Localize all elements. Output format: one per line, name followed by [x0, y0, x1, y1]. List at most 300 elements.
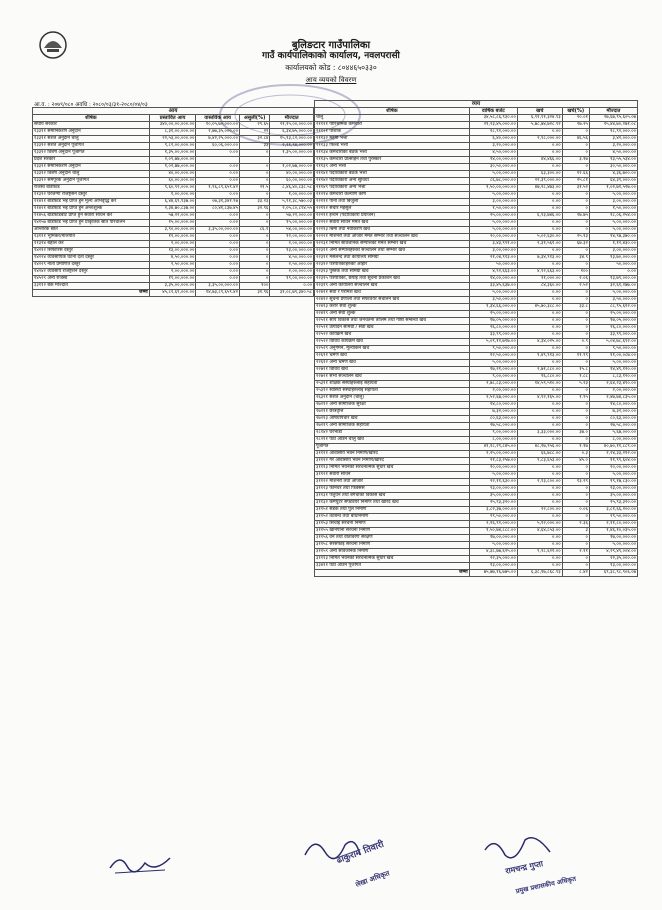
row-value: २७,६७,९५,६०५.०७ — [589, 115, 637, 122]
row-value: ७,३२,०००.०० — [589, 409, 637, 416]
row-value: ८०,४१,८३७.४५ — [196, 206, 240, 213]
row-value: १३,००,०००.०० — [149, 248, 196, 255]
row-value: ८०,६३,०००.०० — [469, 416, 517, 423]
row-value: ४०,७०,११,८८९.०० — [589, 444, 637, 451]
row-value: ० — [562, 493, 589, 500]
row-title: २२२११ इन्धन (पदाधिकारी प्रयोजन) — [315, 213, 470, 220]
row-value: २०,००,०००.०० — [469, 465, 517, 472]
row-value: ० — [562, 150, 589, 157]
row-value: ३२,६१,२७७.०० — [589, 283, 637, 290]
row-value: ३,००,०००.०० — [469, 248, 517, 255]
row-value: ० — [239, 164, 269, 171]
exp-table-row — [315, 269, 638, 276]
signature-1 — [105, 848, 175, 878]
row-value: २,३४,७०,८३७.०० — [149, 206, 196, 213]
row-value: १,०२,७१,५२७.०० — [589, 185, 637, 192]
expense-total-row — [315, 570, 638, 577]
inc-table-row — [33, 241, 314, 248]
row-value: ३३,९९,०००.०० — [469, 332, 517, 339]
row-value: ३,५०,०००.०० — [589, 297, 637, 304]
row-value: ५,०२,६३०.०० — [517, 234, 562, 241]
row-title: १३३१२ समपूरक अनुदान पूँजीगत — [33, 178, 150, 185]
row-value: ५,७८,७४,७२८.९२ — [517, 122, 562, 129]
row-value: ५,००,०००.०० — [469, 360, 517, 367]
row-value: २०,००,०००.०० — [469, 234, 517, 241]
row-value: २७.७५ — [562, 213, 589, 220]
exp-table-row — [315, 360, 638, 367]
exp-table-row — [315, 479, 638, 486]
row-value: २,००,०००.०० — [469, 388, 517, 395]
income-total-actual: १४,७३,८९,६५९.४२ — [196, 290, 240, 297]
row-value: ० — [562, 220, 589, 227]
inc-table-row — [33, 122, 314, 129]
inc-table-row — [33, 276, 314, 283]
row-value: ० — [562, 409, 589, 416]
row-value: १३,७९,०००.०० — [589, 276, 637, 283]
row-title: ३११५८ सरसफाई संरचना निर्माण — [315, 542, 470, 549]
row-value: १७,०५,०००.०० — [589, 318, 637, 325]
row-title: ३११११ आवासीय भवन निर्माण/खरिद — [315, 451, 470, 458]
row-value: १७,००,०००.०० — [469, 535, 517, 542]
row-value: ०.०० — [517, 262, 562, 269]
row-value: ० — [562, 500, 589, 507]
row-title: ११३१२ घरजग्गा रजिष्ट्रेसन दस्तुर — [33, 192, 150, 199]
expense-total-balance: ६९,३८,९८,९०६.०७ — [589, 570, 637, 577]
row-value: ११,९९,६०४.०० — [589, 458, 637, 465]
row-title: २११३९ अन्य भत्ता — [315, 164, 470, 171]
row-value: ० — [562, 206, 589, 213]
inc-table-row — [33, 269, 314, 276]
row-value: ० — [562, 423, 589, 430]
row-title: २२६१२ अन्य भ्रमण खर्च — [315, 360, 470, 367]
row-value: ४७,२८,४७३.०० — [517, 185, 562, 192]
inc-table-row — [33, 255, 314, 262]
row-title: १३३१२ विशेष अनुदान पूँजीगत — [33, 150, 150, 157]
exp-table-row — [315, 206, 638, 213]
row-value: ० — [239, 248, 269, 255]
office-name: गाउँ कार्यपालिकाको कार्यालय, नवलपरासी — [262, 51, 400, 61]
inc-table-row — [33, 143, 314, 150]
row-value: २१.५ — [239, 185, 269, 192]
row-value: ३०,५०,०००.०० — [589, 164, 637, 171]
exp-table-row — [315, 535, 638, 542]
inc-col-header: प्रस्तावित आय — [149, 115, 196, 122]
row-value: १७,२१,०००.०० — [469, 367, 517, 374]
row-value: ३३.८ — [562, 304, 589, 311]
inc-table-row — [33, 136, 314, 143]
signature-2-title: लेखा अधिकृत — [354, 869, 391, 889]
row-value: ५,००,०००.०० — [469, 542, 517, 549]
exp-table-row — [315, 374, 638, 381]
row-value: ० — [562, 311, 589, 318]
exp-table-row — [315, 129, 638, 136]
row-title: २११३४ कर्मचारीको बैठक भत्ता — [315, 150, 470, 157]
exp-table-row — [315, 563, 638, 570]
row-value: ६७.३२ — [562, 241, 589, 248]
row-title: संघीय सरकार — [33, 122, 150, 129]
inc-table-row — [33, 185, 314, 192]
row-title: २८१४२ घरभाडा — [315, 430, 470, 437]
row-value: ०.०० — [196, 255, 240, 262]
exp-table-row — [315, 416, 638, 423]
income-total-proposed: ४५,८२,६९,०००.०० — [149, 290, 196, 297]
row-value: २७.२५ — [562, 122, 589, 129]
exp-table-row — [315, 248, 638, 255]
row-value: ० — [562, 402, 589, 409]
row-value: ०७,३१,३४१.९७ — [196, 199, 240, 206]
row-value: १,०२,७७,०००.०० — [149, 164, 196, 171]
row-value: ३३,४५,६३७.०० — [469, 283, 517, 290]
row-value: ०.०० — [517, 514, 562, 521]
row-title: २२३१९ अन्य कार्यालय सञ्चालन खर्च — [315, 283, 470, 290]
row-value: ०.०० — [196, 262, 240, 269]
row-value: १३,५५,५३४.०० — [589, 157, 637, 164]
exp-table-row — [315, 409, 638, 416]
inc-table-row — [33, 150, 314, 157]
exp-table-row — [315, 521, 638, 528]
row-value: २२,५३,००,०००.०० — [149, 136, 196, 143]
row-value: ० — [562, 325, 589, 332]
row-title: ३११२२ मेशिनरी तथा औजार — [315, 479, 470, 486]
exp-table-row — [315, 458, 638, 465]
row-value: ४,५०,०००.०० — [149, 255, 196, 262]
row-value: ९,२८,६२१.०० — [517, 549, 562, 556]
row-value: २,००,०००.०० — [270, 241, 314, 248]
exp-table-row — [315, 150, 638, 157]
row-value: ३ — [562, 528, 589, 535]
row-value: ० — [562, 332, 589, 339]
row-title: २२४१२ सूचना प्रणाली तथा सफ्टवेयर संचालन खर्च — [315, 297, 470, 304]
exp-table-row — [315, 136, 638, 143]
row-title: ३११३१ पशुधन तथा बगैंचाको विकास खर्च — [315, 493, 470, 500]
row-title: ११४११ बाँडफाँड भई प्राप्त हुने मूल्य अभिवृद्धि कर — [33, 199, 150, 206]
row-value: ० — [239, 255, 269, 262]
row-value: ३,००,०००.०० — [469, 199, 517, 206]
exp-table-row — [315, 304, 638, 311]
exp-table-row — [315, 486, 638, 493]
row-value: २७,५८,०००.०० — [589, 423, 637, 430]
row-value: १४,४९,१२०.०० — [589, 367, 637, 374]
exp-table-row — [315, 353, 638, 360]
row-value: ४,३६,७००.०० — [589, 171, 637, 178]
row-value: ६,४०,०००.०० — [469, 136, 517, 143]
row-value: २५,९३,३२०.०० — [589, 500, 637, 507]
office-code: कार्यालयको कोड : ८०४४६५०३३० — [285, 63, 377, 72]
row-value: ०.०० — [196, 234, 240, 241]
row-value: ६३,३००.०० — [517, 171, 562, 178]
row-value: १८,९२,०००.०० — [589, 129, 637, 136]
row-value: २,४७,७४,८३५.०० — [589, 395, 637, 402]
row-value: १२,००,०००.०० — [270, 234, 314, 241]
row-value: ० — [239, 276, 269, 283]
row-value: ०.०० — [517, 192, 562, 199]
exp-col-header: खर्च(%) — [562, 108, 589, 115]
row-value: ० — [239, 269, 269, 276]
row-title: २२४१३ करार सेवा शुल्क — [315, 304, 470, 311]
row-value: ५७,२२,०००.०० — [149, 213, 196, 220]
exp-table-row — [315, 164, 638, 171]
row-value: ०.०० — [196, 178, 240, 185]
row-title: २११४१ पदाधिकारी बैठक भत्ता — [315, 171, 470, 178]
exp-table-row — [315, 507, 638, 514]
row-value: १.८८ — [562, 374, 589, 381]
row-value: ०.०० — [517, 360, 562, 367]
row-value: २९,५०,०००.०० — [469, 514, 517, 521]
row-value: २.३६ — [562, 521, 589, 528]
row-value: ५,००,०००.०० — [469, 220, 517, 227]
row-title: ३१११३ निर्मित भवनको संरचनात्मक सुधार खर्च — [315, 556, 470, 563]
row-value: ९,००,०००.०० — [469, 430, 517, 437]
row-title: २११११ पारिश्रमिक कर्मचारी — [315, 122, 470, 129]
row-value: ०.०० — [517, 423, 562, 430]
exp-table-row — [315, 192, 638, 199]
row-value: ० — [562, 318, 589, 325]
row-value: २१,८३,२५७.०० — [469, 458, 517, 465]
exp-col-header: मौज्दात — [589, 108, 637, 115]
row-value: १८,०६,२५४.०० — [589, 213, 637, 220]
row-title: १३३१२ सशर्त अनुदान पूँजीगत — [33, 143, 150, 150]
row-value: ९,८२,००,०००.०० — [149, 143, 196, 150]
row-title: २८२११ पैंठो आउने चालु खर्च — [315, 437, 470, 444]
income-section-title: आय — [33, 108, 314, 115]
row-value: ४,५०,०००.०० — [270, 255, 314, 262]
row-value: २५,९३,३२०.०० — [469, 500, 517, 507]
row-value: २,२५,००,०००.०० — [469, 451, 517, 458]
exp-table-row — [315, 388, 638, 395]
row-value: ३,४३,९९१.०० — [469, 241, 517, 248]
row-value: ५,०४,७८,६९२.०० — [589, 339, 637, 346]
signature-3-title: प्रमुख प्रशासकीय अधिकृत — [514, 874, 577, 896]
row-value: १,४६,१०,०३५.०० — [589, 528, 637, 535]
row-value: २२,३५,०००.०० — [589, 556, 637, 563]
row-value: ३,९०,००,०००.०० — [149, 227, 196, 234]
row-value: २,११,८०,०००.०० — [589, 521, 637, 528]
row-value: ० — [239, 234, 269, 241]
row-value: ० — [562, 360, 589, 367]
row-value: ८६.१ — [239, 227, 269, 234]
row-value: ३,००,०००.०० — [589, 248, 637, 255]
inc-table-row — [33, 164, 314, 171]
inc-table-row — [33, 227, 314, 234]
inc-col-header: वास्तविक आय — [196, 115, 240, 122]
row-title: २२११२ संचार महसुल — [315, 206, 470, 213]
row-value: १२,५०,०००.०० — [469, 353, 517, 360]
row-value: ०.०० — [517, 486, 562, 493]
row-value: ९,५०,०००.०० — [589, 346, 637, 353]
row-title: ३११५३ सिंचाई संरचना निर्माण — [315, 521, 470, 528]
row-value: २२,८००.०० — [517, 507, 562, 514]
row-value: १३,००,०००.०० — [270, 248, 314, 255]
row-value: १५,००,०००.०० — [149, 220, 196, 227]
row-value: ० — [562, 563, 589, 570]
row-value: ०.०० — [270, 283, 314, 290]
row-value: ५०,०००.०० — [469, 262, 517, 269]
row-value: २,००,०००.०० — [149, 241, 196, 248]
exp-table-row — [315, 213, 638, 220]
exp-table-row — [315, 178, 638, 185]
row-value — [270, 157, 314, 164]
row-value: ३,३५,००,०००.०० — [149, 283, 196, 290]
expense-total-percent: ८.४२ — [562, 570, 589, 577]
row-value: १६,८८०.०० — [517, 374, 562, 381]
row-value: २९.६५ — [239, 122, 269, 129]
exp-table-row — [315, 157, 638, 164]
row-value: २,०५,८०,८९४.५५ — [270, 206, 314, 213]
row-value: २१,०००.०० — [517, 276, 562, 283]
row-value: ३५,००,०००.०० — [469, 493, 517, 500]
row-value: ५०,०००.०० — [589, 262, 637, 269]
row-value: ६,९३,७४६.०० — [517, 213, 562, 220]
row-title: २५३१२ स्वास्थ्य संस्थाहरुलाई सहायता — [315, 388, 470, 395]
exp-table-row — [315, 143, 638, 150]
row-value: ४४,४६६.०० — [517, 157, 562, 164]
row-title: २२७११ विविध खर्च — [315, 367, 470, 374]
row-title: ३११५५ खानेपानी संरचना निर्माण — [315, 528, 470, 535]
row-value: १७,०५,०००.०० — [469, 318, 517, 325]
row-title: ३११५१ सडक तथा पुल निर्माण — [315, 507, 470, 514]
row-value: ३२.९६ — [239, 206, 269, 213]
row-value: १४,००,०००.०० — [469, 157, 517, 164]
inc-table-row — [33, 192, 314, 199]
exp-table-row — [315, 234, 638, 241]
row-value: ४,२९,४९,००४.०० — [589, 549, 637, 556]
row-value: ०.०० — [517, 150, 562, 157]
row-title: ३३११२ बैंक मौज्दात — [33, 283, 150, 290]
row-value: १४,००,०००.०० — [469, 276, 517, 283]
row-value: ३,२०,०००.०० — [589, 143, 637, 150]
row-value: १,३४,६६,०००.०० — [469, 304, 517, 311]
row-value: २०,००,०००.०० — [589, 465, 637, 472]
row-value: ८,३१,००,०००.०० — [149, 129, 196, 136]
inc-table-row — [33, 178, 314, 185]
row-value: १३,००,०००.०० — [589, 563, 637, 570]
exp-table-row — [315, 339, 638, 346]
row-value: १,००,०००.०० — [149, 192, 196, 199]
row-title: चालु — [315, 115, 470, 122]
row-title: आन्तरिक स्रोत — [33, 227, 150, 234]
row-title: २७२१९ अन्य सामाजिक सहायता — [315, 423, 470, 430]
row-value: २,९८,०००.०० — [517, 136, 562, 143]
row-value: ९,८३,६५३.०० — [517, 458, 562, 465]
inc-col-header: शीर्षक — [33, 115, 150, 122]
row-value: ८,८३,१२०.०० — [589, 374, 637, 381]
row-title: २७२१२ अन्य सामाजिक सुरक्षा — [315, 402, 470, 409]
row-value: ५७,२२,०००.०० — [270, 213, 314, 220]
row-title: २७२१३ औषधोपचार खर्च — [315, 416, 470, 423]
row-value: १४,८०,०००.०० — [469, 402, 517, 409]
exp-table-row — [315, 367, 638, 374]
row-value: ० — [562, 199, 589, 206]
row-value: २,९३,८००.०० — [517, 479, 562, 486]
row-title: २२४११ सेवा र परामर्श खर्च — [315, 290, 470, 297]
exp-table-row — [315, 276, 638, 283]
row-title: ३१११३ निर्मित भवनको संरचनात्मक सुधार खर्च — [315, 465, 470, 472]
row-value: १९,१७,८३०.०० — [589, 479, 637, 486]
row-value: ७,४२,२५,०००.०० — [196, 136, 240, 143]
row-title: पूँजीगत — [315, 444, 470, 451]
row-value: १३.२९ — [562, 479, 589, 486]
row-title: १३१११ भूमिकर/मालपोत — [33, 234, 150, 241]
row-title: २११३५ कर्मचारी प्रोत्साहन तथा पुरस्कार — [315, 157, 470, 164]
exp-table-row — [315, 283, 638, 290]
inc-table-row — [33, 220, 314, 227]
row-value: २१ — [239, 129, 269, 136]
exp-table-row — [315, 556, 638, 563]
row-title: प्रदेश सरकार — [33, 157, 150, 164]
row-value: ०.०० — [196, 171, 240, 178]
exp-table-row — [315, 255, 638, 262]
row-value: ४०,००,०००.०० — [149, 171, 196, 178]
row-value: १,०२,७७,०००.०० — [270, 164, 314, 171]
row-value: ०.०० — [517, 402, 562, 409]
row-value: १,३५,००,०००.०० — [149, 150, 196, 157]
row-title: २११२१ पोशाक — [315, 129, 470, 136]
row-value: ५,६७,०००.०० — [589, 430, 637, 437]
row-title: ११३१४ बहाल कर — [33, 241, 150, 248]
row-value: ६,९१,९१,३२४.९३ — [517, 115, 562, 122]
row-title: १३३११ सशर्त अनुदान चालु — [33, 136, 150, 143]
row-value: २.०६ — [562, 276, 589, 283]
row-title: २२२१२ सवारी साधन मर्मत खर्च — [315, 220, 470, 227]
row-title: २२५२९ अनुगमन, मूल्यांकन खर्च — [315, 346, 470, 353]
row-value: ५,००,०००.०० — [589, 542, 637, 549]
row-value: २,५०,०००.०० — [149, 262, 196, 269]
row-value: ० — [562, 535, 589, 542]
inc-col-header: मौज्दात — [270, 115, 314, 122]
row-value: ४,३४,०२५.०० — [517, 339, 562, 346]
row-value: १,४९,९१३.०० — [517, 353, 562, 360]
row-value: ९,००,०००.०० — [469, 374, 517, 381]
row-value: ११.९९ — [562, 353, 589, 360]
row-title: २२५२२ विविध कार्यक्रम खर्च — [315, 339, 470, 346]
row-value: ०.०० — [517, 437, 562, 444]
row-value: ६०,०६,०००.०० — [196, 143, 240, 150]
row-value: ३२.८४ — [239, 136, 269, 143]
row-value: ०.०० — [517, 409, 562, 416]
row-value: ० — [562, 143, 589, 150]
row-value: ०.०० — [517, 563, 562, 570]
row-value: २५,००,०००.०० — [469, 213, 517, 220]
row-value: ० — [562, 129, 589, 136]
row-value: २,६४,२३,४९०.०० — [589, 381, 637, 388]
row-value: ०.०६ — [562, 507, 589, 514]
row-title: २१२१४ कर्मचारी कल्याण कोष — [315, 192, 470, 199]
row-value: ०.०० — [517, 164, 562, 171]
row-title: ३११२१ सवारी साधन — [315, 472, 470, 479]
row-value: ०.०० — [517, 290, 562, 297]
row-value: १०,०५,७०,०००.०० — [196, 122, 240, 129]
row-title: राजस्व बाँडफाँड — [33, 185, 150, 192]
exp-table-row — [315, 444, 638, 451]
row-value: ३,००,०००.०० — [589, 199, 637, 206]
row-value: १.१७ — [562, 444, 589, 451]
inc-table-row — [33, 171, 314, 178]
expense-table — [314, 100, 638, 577]
row-title: २२५२१ उत्पादन सामग्री / सेवा खर्च — [315, 325, 470, 332]
row-value: ०.०० — [196, 213, 240, 220]
row-value: ८८,९५,६१२.०० — [589, 304, 637, 311]
row-title: १४५२९ अन्य राजस्व — [33, 276, 150, 283]
row-value: १३,००,०००.०० — [469, 563, 517, 570]
row-title: २२६११ भ्रमण खर्च — [315, 353, 470, 360]
exp-table-row — [315, 514, 638, 521]
row-value: ३७.० — [562, 430, 589, 437]
row-title: २६३२१ सशर्त अनुदान (चालु) — [315, 395, 470, 402]
row-value: २५,००,०००.०० — [589, 311, 637, 318]
income-total-balance: ३१,०८,७९,३४०.५८ — [270, 290, 314, 297]
exp-table-row — [315, 241, 638, 248]
income-total-percent: ३१.९६ — [239, 290, 269, 297]
